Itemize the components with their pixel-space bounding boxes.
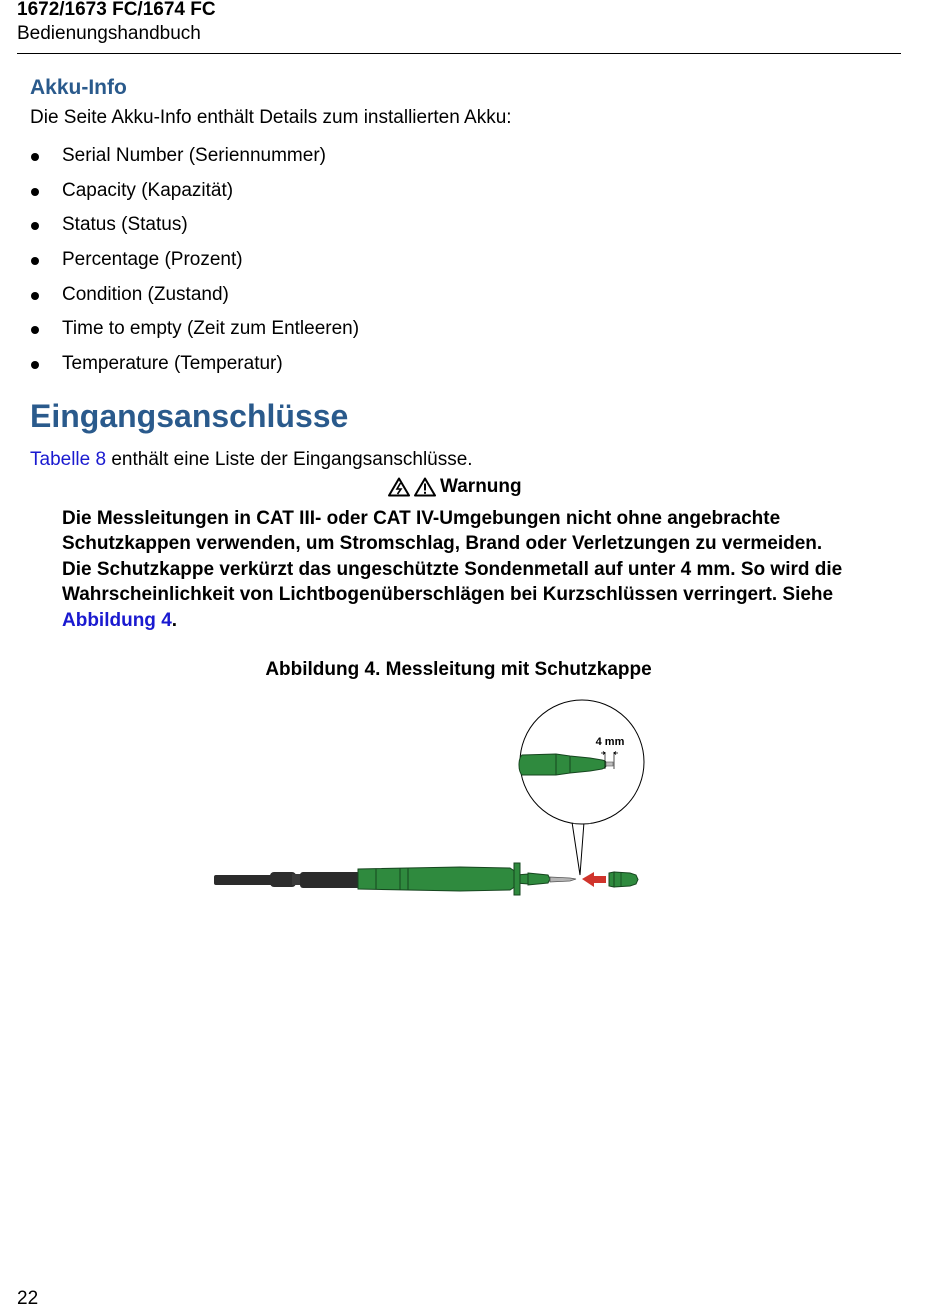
bullet-icon	[31, 222, 39, 230]
magnifier-callout	[520, 700, 644, 875]
bullet-icon	[31, 292, 39, 300]
bullet-icon	[31, 188, 39, 196]
eingang-paragraph	[30, 448, 473, 472]
warning-heading	[388, 474, 522, 500]
table-8-link[interactable]: Tabelle 8	[30, 449, 107, 470]
figure-caption: Abbildung 4. Messleitung mit Schutzkappe	[265, 659, 652, 680]
akku-info-intro: Die Seite Akku-Info enthält Details zum installierten Akku:	[30, 107, 512, 128]
section-title-eingangsanschluesse: Eingangsanschlüsse	[30, 398, 349, 434]
list-item	[30, 144, 359, 179]
list-item-text: Percentage (Prozent)	[62, 249, 243, 271]
list-item	[30, 248, 359, 283]
bullet-icon	[31, 361, 39, 369]
caution-icon	[414, 477, 436, 497]
warning-end: .	[171, 609, 178, 631]
list-item-text: Time to empty (Zeit zum Entleeren)	[62, 318, 360, 340]
header-divider	[17, 53, 901, 54]
probe-cable	[214, 872, 360, 888]
warning-body: Die Messleitungen in CAT III- oder CAT IV-Umgebungen nicht ohne angebrachte Schutzkappen verwenden, um Stromschlag, Brand oder Verletzungen zu vermeiden. Die Schutzkappe verkürzt das ungeschützte Sondenmetall auf unter 4 mm. So wird die Wahrscheinlichkeit von Lichtbogenüberschlägen bei Kurzschlüssen verringert. Siehe	[62, 508, 843, 606]
list-item	[30, 179, 359, 214]
list-item-text: Status (Status)	[62, 214, 188, 236]
document-model-title: 1672/1673 FC/1674 FC	[17, 0, 216, 20]
protective-cap	[609, 872, 638, 887]
akku-info-list	[30, 144, 359, 387]
warning-text	[62, 506, 852, 633]
probe-body	[358, 863, 576, 895]
section-title-akku-info: Akku-Info	[30, 76, 127, 99]
direction-arrow-icon	[582, 872, 606, 887]
document-manual-subtitle: Bedienungshandbuch	[17, 23, 201, 44]
list-item	[30, 352, 359, 387]
list-item	[30, 213, 359, 248]
electric-hazard-icon	[388, 477, 410, 497]
bullet-icon	[31, 153, 39, 161]
warning-label: Warnung	[440, 476, 522, 497]
list-item	[30, 283, 359, 318]
list-item-text: Capacity (Kapazität)	[62, 179, 234, 201]
list-item-text: Condition (Zustand)	[62, 283, 229, 305]
list-item-text: Temperature (Temperatur)	[62, 353, 283, 375]
bullet-icon	[31, 326, 39, 334]
test-lead-figure	[210, 697, 650, 897]
list-item-text: Serial Number (Seriennummer)	[62, 145, 326, 166]
bullet-icon	[31, 257, 39, 265]
dimension-label: 4 mm	[595, 736, 625, 748]
list-item	[30, 317, 359, 352]
figure-4-link[interactable]: Abbildung 4	[62, 609, 172, 631]
page-number: 22	[17, 1288, 39, 1309]
eingang-text: enthält eine Liste der Eingangsanschlüsse.	[106, 449, 473, 470]
